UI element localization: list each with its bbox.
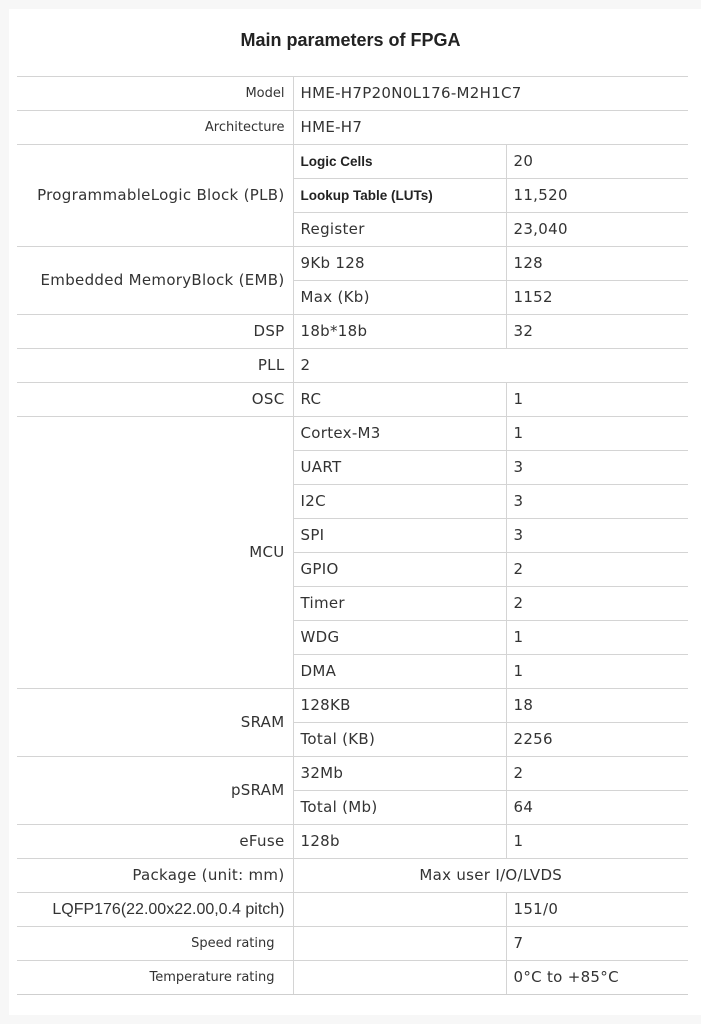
param-name-empty (293, 961, 506, 995)
row-label: Package (unit: mm) (17, 859, 293, 893)
param-name: Max (Kb) (293, 281, 506, 315)
row-label: Model (17, 77, 293, 111)
table-row-package (17, 859, 688, 893)
param-value: 11,520 (506, 179, 688, 213)
param-value: 23,040 (506, 213, 688, 247)
table-row-sram (17, 689, 688, 723)
row-label: pSRAM (17, 757, 293, 825)
param-value: 151/0 (506, 893, 688, 927)
row-label: DSP (17, 315, 293, 349)
row-value: HME-H7P20N0L176-M2H1C7 (293, 77, 688, 111)
param-name: 9Kb 128 (293, 247, 506, 281)
table-row-pll (17, 349, 688, 383)
param-value: 1 (506, 621, 688, 655)
row-label: ProgrammableLogic Block (PLB) (17, 145, 293, 247)
row-label: Embedded MemoryBlock (EMB) (17, 247, 293, 315)
table-row-lqfp (17, 893, 688, 927)
param-name: 18b*18b (293, 315, 506, 349)
param-value: 1152 (506, 281, 688, 315)
param-name: Timer (293, 587, 506, 621)
param-value: 3 (506, 451, 688, 485)
row-label: Speed rating (17, 927, 293, 961)
param-name: RC (293, 383, 506, 417)
param-value: 128 (506, 247, 688, 281)
param-value: 2 (506, 553, 688, 587)
table-row-psram (17, 757, 688, 791)
param-name: Lookup Table (LUTs) (293, 179, 506, 213)
table-row-speed (17, 927, 688, 961)
table-row-plb (17, 145, 688, 179)
param-value: 18 (506, 689, 688, 723)
row-label: Architecture (17, 111, 293, 145)
param-value: 64 (506, 791, 688, 825)
param-name: GPIO (293, 553, 506, 587)
param-name: 128KB (293, 689, 506, 723)
param-name: DMA (293, 655, 506, 689)
table-row-efuse (17, 825, 688, 859)
param-name: 32Mb (293, 757, 506, 791)
param-value: 3 (506, 519, 688, 553)
fpga-parameters-table (17, 76, 688, 995)
param-value: 7 (506, 927, 688, 961)
param-value: 2 (506, 587, 688, 621)
param-value: 20 (506, 145, 688, 179)
row-label: PLL (17, 349, 293, 383)
param-name: 128b (293, 825, 506, 859)
param-name-empty (293, 893, 506, 927)
param-value: 1 (506, 825, 688, 859)
param-value: 0°C to +85°C (506, 961, 688, 995)
param-name-empty (293, 927, 506, 961)
row-value: Max user I/O/LVDS (293, 859, 688, 893)
param-name: Register (293, 213, 506, 247)
param-name: SPI (293, 519, 506, 553)
param-value: 32 (506, 315, 688, 349)
param-value: 2256 (506, 723, 688, 757)
param-name: Total (Mb) (293, 791, 506, 825)
param-value: 1 (506, 655, 688, 689)
param-name: Logic Cells (293, 145, 506, 179)
param-value: 3 (506, 485, 688, 519)
param-name: I2C (293, 485, 506, 519)
param-name: Cortex-M3 (293, 417, 506, 451)
table-row-model (17, 77, 688, 111)
param-name: WDG (293, 621, 506, 655)
table-row-osc (17, 383, 688, 417)
param-value: 1 (506, 383, 688, 417)
table-row-architecture (17, 111, 688, 145)
row-value: 2 (293, 349, 688, 383)
row-label: OSC (17, 383, 293, 417)
row-value: HME-H7 (293, 111, 688, 145)
param-value: 1 (506, 417, 688, 451)
row-label: SRAM (17, 689, 293, 757)
row-label: LQFP176(22.00x22.00,0.4 pitch) (17, 893, 293, 927)
table-row-temperature (17, 961, 688, 995)
row-label: eFuse (17, 825, 293, 859)
param-name: Total (KB) (293, 723, 506, 757)
table-row-emb (17, 247, 688, 281)
table-row-dsp (17, 315, 688, 349)
row-label: Temperature rating (17, 961, 293, 995)
param-value: 2 (506, 757, 688, 791)
row-label: MCU (17, 417, 293, 689)
table-row-mcu (17, 417, 688, 451)
param-name: UART (293, 451, 506, 485)
page-title: Main parameters of FPGA (240, 30, 461, 50)
